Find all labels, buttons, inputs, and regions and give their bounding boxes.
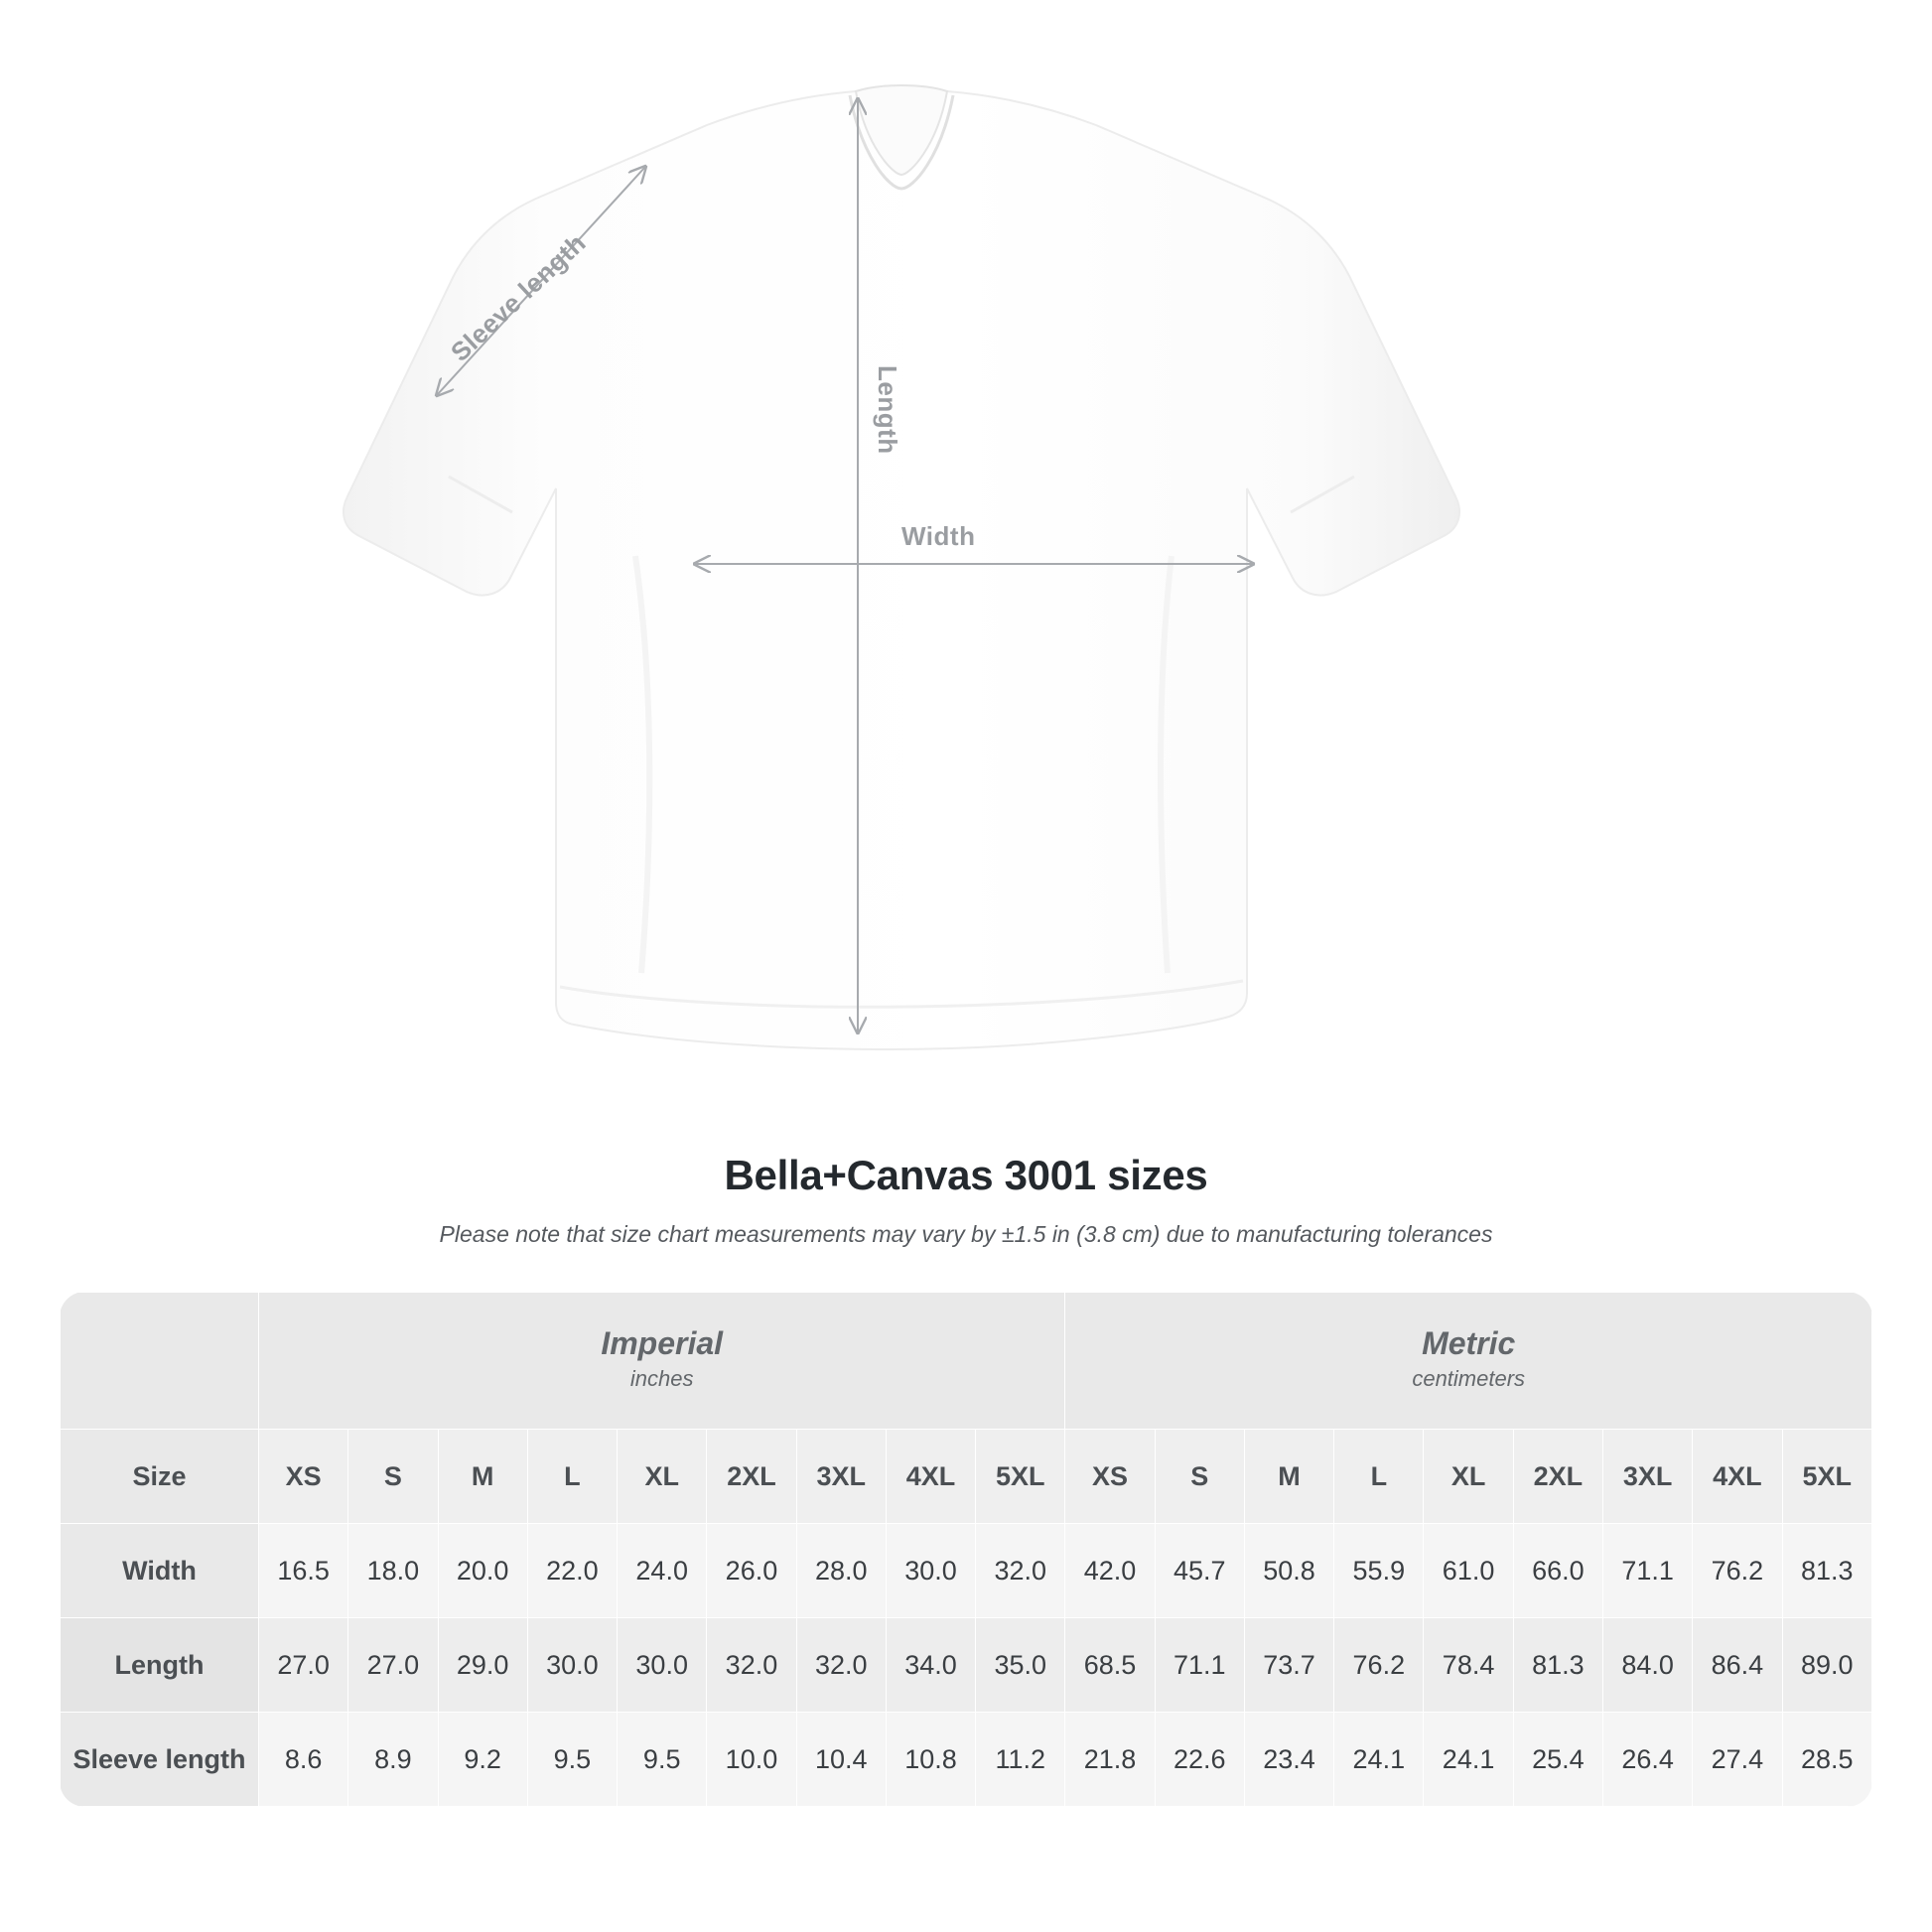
cell-sleeve: 27.4 (1693, 1713, 1782, 1807)
size-cell: S (1155, 1430, 1244, 1524)
size-table-section (0, 1112, 1932, 1807)
size-cell: M (438, 1430, 527, 1524)
cell-sleeve: 28.5 (1782, 1713, 1871, 1807)
page-title: Bella+Canvas 3001 sizes (724, 1152, 1208, 1198)
cell-sleeve: 8.6 (259, 1713, 348, 1807)
cell-width: 45.7 (1155, 1524, 1244, 1618)
row-label-width: Width (61, 1524, 259, 1618)
cell-width: 71.1 (1602, 1524, 1692, 1618)
cell-sleeve: 25.4 (1513, 1713, 1602, 1807)
cell-length: 32.0 (796, 1618, 886, 1713)
cell-length: 73.7 (1244, 1618, 1333, 1713)
group-unit-imperial: inches (629, 1366, 694, 1392)
cell-sleeve: 9.2 (438, 1713, 527, 1807)
cell-length: 68.5 (1065, 1618, 1155, 1713)
tolerance-note: Please note that size chart measurements may vary by ±1.5 in (3.8 cm) due to manufacturing tolerances (439, 1221, 1493, 1247)
cell-width: 50.8 (1244, 1524, 1333, 1618)
size-cell: XL (618, 1430, 707, 1524)
cell-sleeve: 10.4 (796, 1713, 886, 1807)
cell-length: 89.0 (1782, 1618, 1871, 1713)
cell-width: 26.0 (707, 1524, 796, 1618)
shirt-shape (344, 85, 1459, 1049)
size-cell: XL (1424, 1430, 1513, 1524)
width-label: Width (901, 521, 976, 551)
size-cell: S (348, 1430, 438, 1524)
size-cell: L (1334, 1430, 1424, 1524)
table-size-row (61, 1430, 1872, 1524)
cell-width: 42.0 (1065, 1524, 1155, 1618)
group-title-imperial: Imperial (601, 1324, 724, 1361)
length-label: Length (873, 365, 902, 455)
cell-sleeve: 21.8 (1065, 1713, 1155, 1807)
group-header-metric (1065, 1293, 1872, 1430)
size-cell: XS (259, 1430, 348, 1524)
size-cell: 3XL (796, 1430, 886, 1524)
size-cell: 2XL (1513, 1430, 1602, 1524)
size-row-label: Size (61, 1430, 259, 1524)
group-unit-metric: centimeters (1412, 1366, 1526, 1392)
cell-width: 28.0 (796, 1524, 886, 1618)
size-cell: 2XL (707, 1430, 796, 1524)
row-label-length: Length (61, 1618, 259, 1713)
cell-sleeve: 9.5 (527, 1713, 617, 1807)
size-cell: 5XL (976, 1430, 1065, 1524)
cell-length: 27.0 (348, 1618, 438, 1713)
cell-sleeve: 22.6 (1155, 1713, 1244, 1807)
cell-sleeve: 11.2 (976, 1713, 1065, 1807)
sleeve-length-label: Sleeve length (445, 227, 592, 367)
cell-width: 16.5 (259, 1524, 348, 1618)
cell-sleeve: 26.4 (1602, 1713, 1692, 1807)
cell-sleeve: 9.5 (618, 1713, 707, 1807)
cell-width: 22.0 (527, 1524, 617, 1618)
table-row-width (61, 1524, 1872, 1618)
cell-width: 55.9 (1334, 1524, 1424, 1618)
cell-length: 30.0 (527, 1618, 617, 1713)
group-header-spacer (61, 1293, 259, 1430)
cell-sleeve: 24.1 (1334, 1713, 1424, 1807)
cell-width: 32.0 (976, 1524, 1065, 1618)
cell-length: 71.1 (1155, 1618, 1244, 1713)
cell-width: 24.0 (618, 1524, 707, 1618)
cell-length: 32.0 (707, 1618, 796, 1713)
cell-sleeve: 23.4 (1244, 1713, 1333, 1807)
cell-width: 66.0 (1513, 1524, 1602, 1618)
size-cell: XS (1065, 1430, 1155, 1524)
cell-length: 76.2 (1334, 1618, 1424, 1713)
table-row-sleeve-length (61, 1713, 1872, 1807)
cell-length: 35.0 (976, 1618, 1065, 1713)
size-table (60, 1292, 1872, 1807)
cell-width: 18.0 (348, 1524, 438, 1618)
cell-sleeve: 8.9 (348, 1713, 438, 1807)
cell-length: 27.0 (259, 1618, 348, 1713)
size-cell: L (527, 1430, 617, 1524)
cell-length: 84.0 (1602, 1618, 1692, 1713)
cell-length: 29.0 (438, 1618, 527, 1713)
size-cell: M (1244, 1430, 1333, 1524)
cell-width: 20.0 (438, 1524, 527, 1618)
group-header-imperial (259, 1293, 1065, 1430)
cell-sleeve: 10.8 (886, 1713, 975, 1807)
cell-length: 86.4 (1693, 1618, 1782, 1713)
size-cell: 4XL (886, 1430, 975, 1524)
table-row-length (61, 1618, 1872, 1713)
cell-width: 61.0 (1424, 1524, 1513, 1618)
size-cell: 3XL (1602, 1430, 1692, 1524)
cell-length: 78.4 (1424, 1618, 1513, 1713)
cell-length: 30.0 (618, 1618, 707, 1713)
size-table-container (60, 1292, 1872, 1807)
table-group-header-row (61, 1293, 1872, 1430)
row-label-sleeve-length: Sleeve length (61, 1713, 259, 1807)
cell-sleeve: 10.0 (707, 1713, 796, 1807)
cell-width: 81.3 (1782, 1524, 1871, 1618)
cell-length: 81.3 (1513, 1618, 1602, 1713)
group-title-metric: Metric (1422, 1324, 1516, 1361)
size-cell: 4XL (1693, 1430, 1782, 1524)
cell-width: 76.2 (1693, 1524, 1782, 1618)
cell-width: 30.0 (886, 1524, 975, 1618)
size-cell: 5XL (1782, 1430, 1871, 1524)
cell-length: 34.0 (886, 1618, 975, 1713)
cell-sleeve: 24.1 (1424, 1713, 1513, 1807)
